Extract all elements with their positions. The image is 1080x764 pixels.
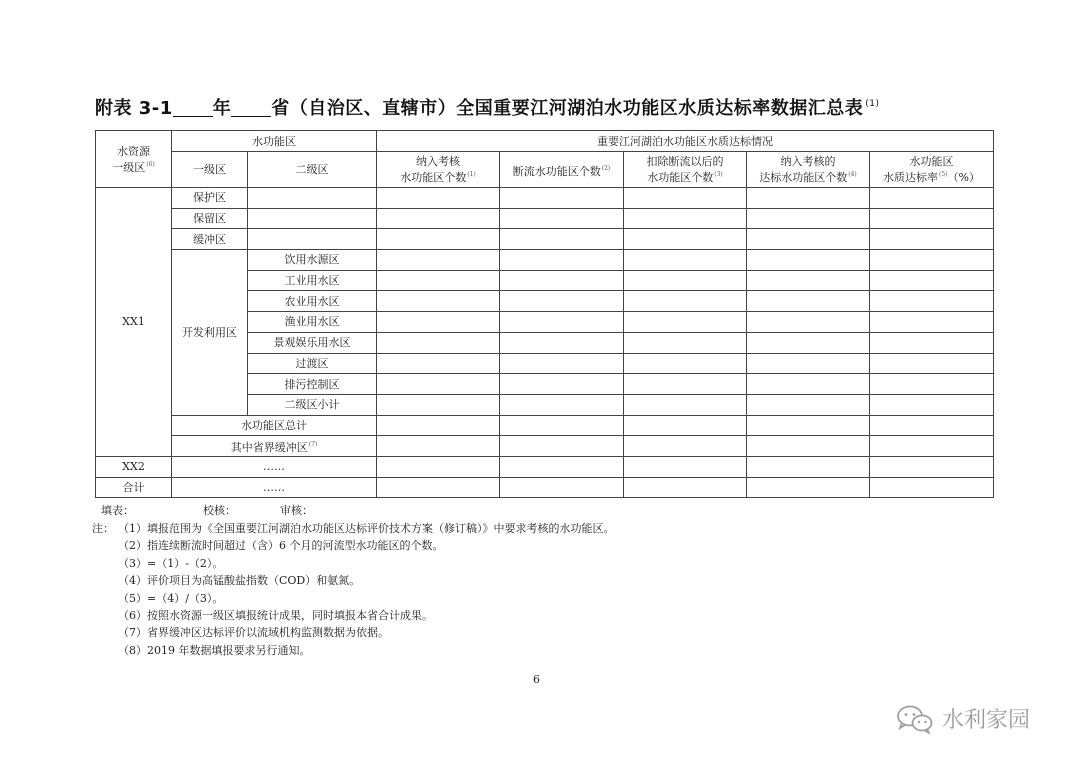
subzone-subtotal: 二级区小计 xyxy=(248,394,377,415)
page-number: 6 xyxy=(533,673,540,686)
title-note-ref: (1) xyxy=(865,99,880,109)
header-col3: 扣除断流以后的 水功能区个数$^{(3)}$ xyxy=(624,152,747,188)
header-water-resource: 水资源 一级区$^{(6)}$ xyxy=(96,131,172,188)
header-level2: 二级区 xyxy=(248,152,377,188)
subzone-agricultural: 农业用水区 xyxy=(248,291,377,312)
header-function-zone: 水功能区 xyxy=(172,131,377,152)
region-xx2: XX2 xyxy=(96,456,172,477)
signoff-fill: 填表： xyxy=(101,504,134,517)
header-col1: 纳入考核 水功能区个数$^{(1)}$ xyxy=(377,152,500,188)
header-col4: 纳入考核的 达标水功能区个数$^{(4)}$ xyxy=(747,152,870,188)
total-label: 合计 xyxy=(96,477,172,498)
page-title xyxy=(95,94,880,120)
year-blank xyxy=(173,102,213,117)
note-1: （1）填报范围为《全国重要江河湖泊水功能区达标评价技术方案（修订稿）》中要求考核的水功能区。 xyxy=(118,522,615,535)
watermark xyxy=(896,703,1030,734)
watermark-text: 水利家园 xyxy=(942,708,1031,733)
subzone-fishery: 渔业用水区 xyxy=(248,312,377,333)
note-6: （6）按照水资源一级区填报统计成果，同时填报本省合计成果。 xyxy=(118,609,433,623)
notes xyxy=(92,520,615,659)
region-xx1: XX1 xyxy=(96,188,172,457)
title-year-suffix: 年 xyxy=(212,98,232,119)
region-xx2-ellipsis: …… xyxy=(172,456,377,477)
header-col5: 水功能区 水质达标率$^{(5)}$（%） xyxy=(870,152,994,188)
zone-buffer: 缓冲区 xyxy=(172,229,248,250)
subzone-industrial: 工业用水区 xyxy=(248,270,377,291)
title-main: 省（自治区、直辖市）全国重要江河湖泊水功能区水质达标率数据汇总表 xyxy=(271,98,864,119)
zone-reserve: 保留区 xyxy=(172,208,248,229)
signoff-line xyxy=(101,502,313,518)
subzone-drinking: 饮用水源区 xyxy=(248,250,377,271)
wechat-icon xyxy=(896,704,934,734)
note-4: （4）评价项目为高锰酸盐指数（COD）和氨氮。 xyxy=(118,574,361,588)
header-compliance: 重要江河湖泊水功能区水质达标情况 xyxy=(377,131,994,152)
note-5: （5）=（4）/（3）。 xyxy=(118,591,224,605)
signoff-check: 校核： xyxy=(203,504,236,517)
subzone-landscape: 景观娱乐用水区 xyxy=(248,332,377,353)
zone-interprovincial-buffer: 其中省界缓冲区$^{(7)}$ xyxy=(172,436,377,457)
signoff-review: 审核： xyxy=(280,504,313,517)
title-prefix: 附表 3-1 xyxy=(95,98,173,119)
note-3: （3）=（1）-（2）。 xyxy=(118,556,224,570)
province-blank xyxy=(231,102,271,117)
header-col2: 断流水功能区个数$^{(2)}$ xyxy=(500,152,624,188)
subzone-transition: 过渡区 xyxy=(248,353,377,374)
subzone-discharge: 排污控制区 xyxy=(248,374,377,395)
notes-label: 注： xyxy=(92,522,114,535)
note-7: （7）省界缓冲区达标评价以流域机构监测数据为依据。 xyxy=(118,626,389,640)
total-ellipsis: …… xyxy=(172,477,377,498)
summary-table xyxy=(95,130,994,498)
zone-protect: 保护区 xyxy=(172,188,248,209)
note-2: （2）指连续断流时间超过（含）6 个月的河流型水功能区的个数。 xyxy=(118,539,444,553)
header-level1: 一级区 xyxy=(172,152,248,188)
zone-total: 水功能区总计 xyxy=(172,415,377,436)
zone-development: 开发利用区 xyxy=(172,250,248,416)
note-8: （8）2019 年数据填报要求另行通知。 xyxy=(118,643,311,657)
